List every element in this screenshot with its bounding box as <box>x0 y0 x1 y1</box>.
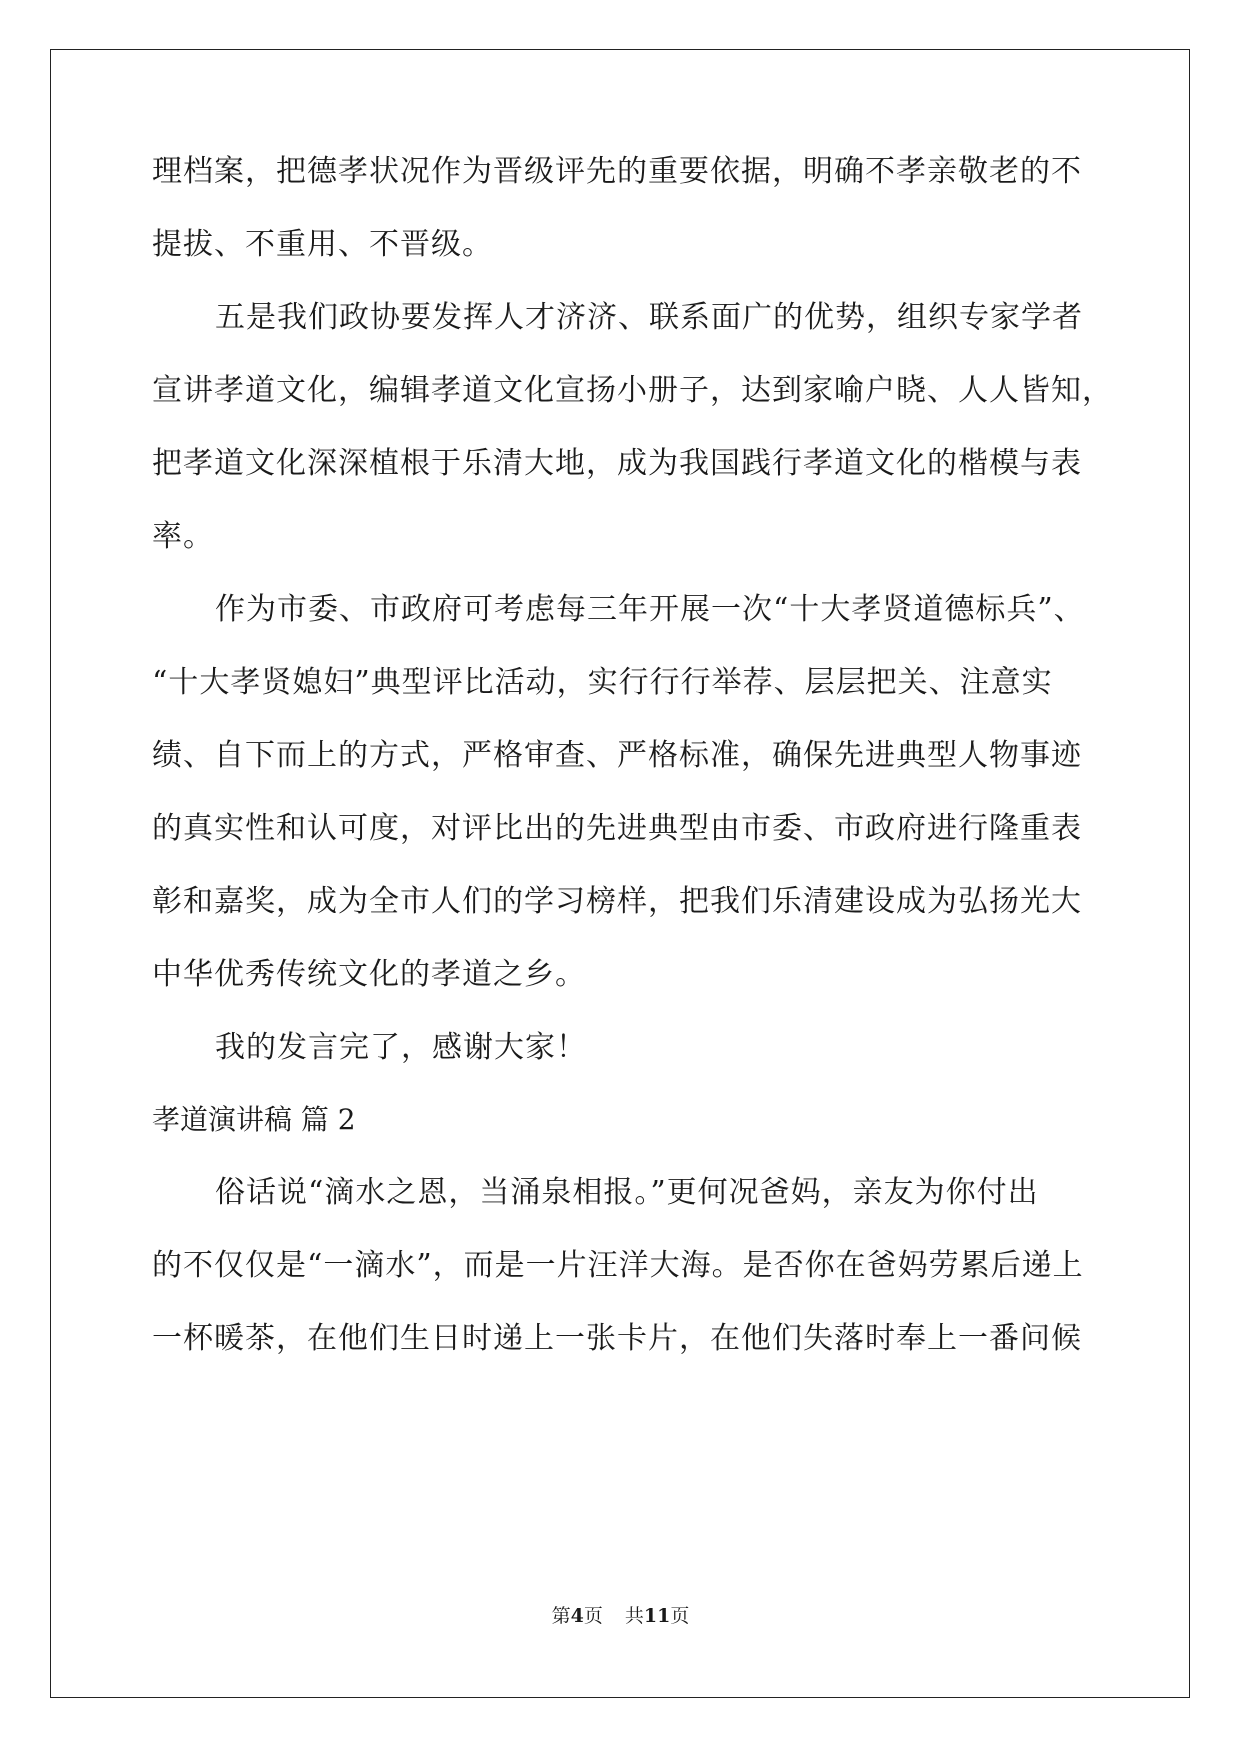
total-pages-number: 11 <box>643 1605 671 1627</box>
page-border <box>50 49 1190 1698</box>
paragraph-line: 率。 <box>152 519 214 554</box>
footer-page-suffix: 页 <box>583 1605 603 1627</box>
paragraph-line: 我的发言完了，感谢大家！ <box>215 1030 587 1065</box>
paragraph-line: 彰和嘉奖，成为全市人们的学习榜样，把我们乐清建设成为弘扬光大 <box>152 884 1082 919</box>
paragraph-line: “十大孝贤媳妇”典型评比活动，实行行行举荐、层层把关、注意实 <box>152 665 1053 700</box>
paragraph-line: 的真实性和认可度，对评比出的先进典型由市委、市政府进行隆重表 <box>152 811 1082 846</box>
paragraph-line: 俗话说“滴水之恩，当涌泉相报。”更何况爸妈，亲友为你付出 <box>215 1175 1039 1210</box>
paragraph-line: 宣讲孝道文化，编辑孝道文化宣扬小册子，达到家喻户晓、人人皆知， <box>152 373 1113 408</box>
current-page-number: 4 <box>570 1605 584 1627</box>
paragraph-line: 的不仅仅是“一滴水”，而是一片汪洋大海。是否你在爸妈劳累后递上 <box>152 1248 1084 1283</box>
footer-total-suffix: 页 <box>670 1605 690 1627</box>
section-heading: 孝道演讲稿 篇 2 <box>152 1103 356 1136</box>
footer-prefix: 第 <box>551 1605 571 1627</box>
paragraph-line: 中华优秀传统文化的孝道之乡。 <box>152 957 586 992</box>
paragraph-line: 理档案，把德孝状况作为晋级评先的重要依据，明确不孝亲敬老的不 <box>152 154 1082 189</box>
footer-total-prefix: 共 <box>624 1605 644 1627</box>
paragraph-line: 把孝道文化深深植根于乐清大地，成为我国践行孝道文化的楷模与表 <box>152 446 1082 481</box>
paragraph-line: 绩、自下而上的方式，严格审查、严格标准，确保先进典型人物事迹 <box>152 738 1082 773</box>
page-footer <box>0 1603 1241 1629</box>
paragraph-line: 一杯暖茶，在他们生日时递上一张卡片，在他们失落时奉上一番问候 <box>152 1321 1082 1356</box>
paragraph-line: 提拔、不重用、不晋级。 <box>152 227 493 262</box>
paragraph-line: 作为市委、市政府可考虑每三年开展一次“十大孝贤道德标兵”、 <box>215 592 1085 627</box>
paragraph-line: 五是我们政协要发挥人才济济、联系面广的优势，组织专家学者 <box>215 300 1083 335</box>
